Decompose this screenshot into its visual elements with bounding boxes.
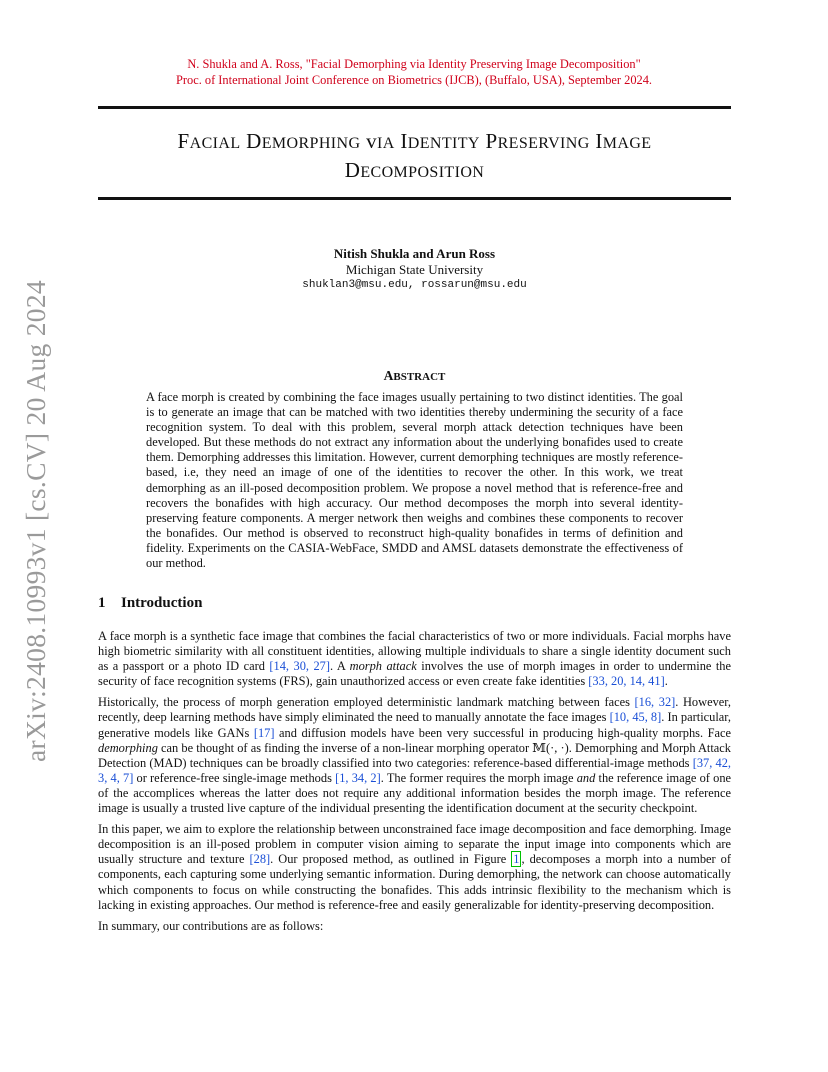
author-names: Nitish Shukla and Arun Ross	[333, 246, 496, 261]
section-heading-introduction	[98, 595, 202, 612]
title-line-2: DECOMPOSITION	[344, 158, 485, 182]
citation-link[interactable]: [10, 45, 8]	[609, 710, 662, 725]
author-block	[98, 246, 731, 293]
citation-line-1: N. Shukla and A. Ross, "Facial Demorphing via Identity Preserving Image Decomposition"	[187, 57, 641, 71]
citation-link[interactable]: [16, 32]	[634, 695, 676, 710]
emphasis: demorphing	[98, 740, 158, 755]
paragraph: A face morph is a synthetic face image that combines the facial characteristics of two or more individuals. Facial morphs have high biometric similarity with all constituent identities, allowing multiple individuals to share a single identity document such as a passport or a photo ID card [14, 30, 27]. A morph attack involves the use of morph images in order to undermine the security of face recognition systems (FRS), gain unauthorized access or even create fake identities [33, 20, 14, 41].	[98, 629, 732, 689]
citation-line-2: Proc. of International Joint Conference on Biometrics (IJCB), (Buffalo, USA), September 2024.	[175, 73, 653, 87]
citation-link[interactable]: [14, 30, 27]	[269, 659, 330, 674]
citation-link[interactable]: [37, 42, 3, 4, 7]	[98, 755, 731, 785]
citation-header	[98, 56, 730, 88]
citation-link[interactable]: [17]	[253, 725, 275, 740]
abstract-heading: ABSTRACT	[383, 368, 446, 383]
paper-title	[98, 128, 731, 186]
title-bottom-rule	[98, 197, 731, 200]
abstract-text: A face morph is created by combining the face images usually pertaining to two distinct identities. The goal is to generate an image that can be matched with two identities thereby undermining the security of a face recognition system. To deal with this problem, several morph attack detection techniques have been developed. But these methods do not extract any information about the underlying bonafides used to create them. Demorphing addresses this limitation. However, current demorphing techniques are mostly reference-based, i.e, they need an image of one of the identities to recover the other. In this work, we treat demorphing as an ill-posed decomposition problem. We propose a novel method that is reference-free and recovers the bonafides with high accuracy. Our method decomposes the morph into several identity-preserving feature components. A merger network then weighs and combines these components to recover the bonafides. Our method is observed to reconstruct high-quality bonafides in terms of definition and fidelity. Experiments on the CASIA-WebFace, SMDD and AMSL datasets demonstrate the effectiveness of our method.	[146, 390, 683, 571]
citation-link[interactable]: [33, 20, 14, 41]	[588, 674, 665, 689]
paragraph: In summary, our contributions are as follows:	[98, 918, 324, 933]
section-number: 1	[98, 595, 106, 611]
title-top-rule	[98, 106, 731, 109]
author-affiliation: Michigan State University	[345, 262, 484, 277]
figure-link[interactable]: 1	[513, 852, 520, 867]
introduction-body	[98, 629, 731, 940]
citation-link[interactable]: [28]	[249, 852, 271, 867]
title-line-1: FACIAL DEMORPHING vIA IDENTITY PRESERVING IMAGE	[177, 129, 652, 153]
author-emails[interactable]: shuklan3@msu.edu, rossarun@msu.edu	[302, 279, 527, 291]
section-title: Introduction	[121, 595, 203, 611]
emphasis: morph attack	[349, 659, 417, 674]
paragraph: In this paper, we aim to explore the relationship between unconstrained face image decomposition and face demorphing. Image decomposition is an ill-posed problem in computer vision aiming to separate the input image into components which are usually structure and texture [28]. Our proposed method, as outlined in Figure 1 , decomposes a morph into a number of components, each capturing some underlying semantic information. During demorphing, the network can choose automatically which components to focus on while constructing the bonafides. This adds intrinsic flexibility to the mechanism which is lacking in existing approaches. Our method is reference-free and easily generalizable for identity-preserving decomposition.	[98, 822, 732, 912]
paragraph: Historically, the process of morph generation employed deterministic landmark matching between faces [16, 32]. However, recently, deep learning methods have simply eliminated the need to manually annotate the face images [10, 45, 8]. In particular, generative models like GANs [17] and diffusion models have been very successful in producing high-quality morphs. Face demorphing can be thought of as finding the inverse of a non-linear morphing operator 𝕄(·, ·). Demorphing and Morph Attack Detection (MAD) techniques can be broadly classified into two categories: reference-based differential-image methods [37, 42, 3, 4, 7] or reference-free single-image methods [1, 34, 2]. The former requires the morph image and the reference image of one of the accomplices whereas the latter does not require any additional information besides the morph image. The reference image is usually a trusted live capture of the individual presenting the identification document at the security checkpoint.	[98, 695, 732, 816]
emphasis: and	[576, 770, 596, 785]
citation-link[interactable]: [1, 34, 2]	[335, 770, 381, 785]
arxiv-identifier-stamp[interactable]: arXiv:2408.10993v1 [cs.CV] 20 Aug 2024	[20, 280, 51, 762]
